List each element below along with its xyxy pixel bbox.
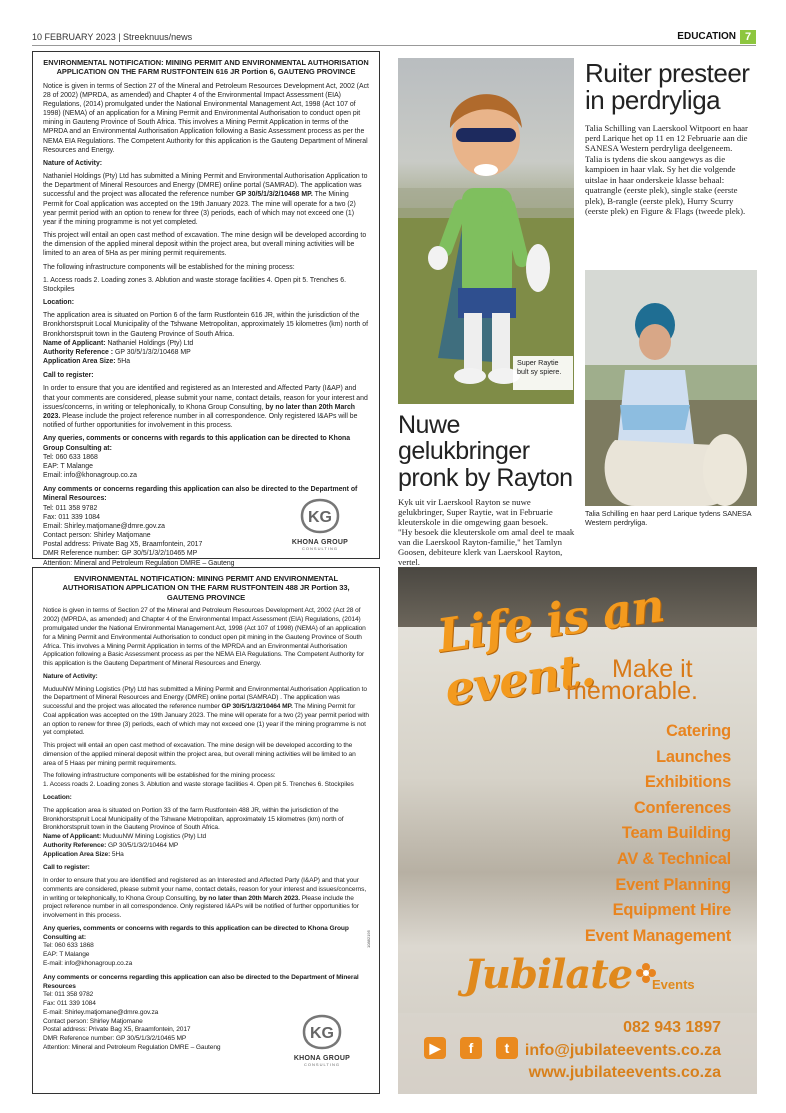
register-heading: Call to register: [43,372,94,380]
contact-line: EAP: T Malange [43,462,93,470]
contact-line: Postal address: Private Bag X5, Braamfontein, 2017 [43,541,203,549]
jubilate-events-advert [398,567,757,1094]
ad-make-it: Make it [612,655,693,683]
contact-line: Contact person: Shirley Matjomane [43,532,151,540]
khona-logo-name: KHONA GROUP [293,1055,351,1062]
contact-line: Attention: Mineral and Petroleum Regulation DMRE – Gauteng [43,559,235,567]
infra-intro: The following infrastructure components will be established for the mining process: [43,263,295,271]
svg-text:KG: KG [310,1025,334,1042]
article-headline: Nuwe gelukbringer pronk by Rayton [398,411,573,492]
page-header [32,30,756,46]
area-size-line: Application Area Size: 5Ha [43,358,131,366]
ad-services-list [585,719,731,949]
activity-text: MuduuNW Mining Logistics (Pty) Ltd has submitted a Mining Permit and Environmental Authorisation Application to the Department of Mineral Resources and Energy (DMRE) online portal (SAMRAD) . The application was successful and the project was allocated the reference number GP 30/5/1/3/2/10464 MP. The Mining Permit for Coal application was accepted on the 19th January 2023. The mine will operate for a two (2) year permit period with an option to renew for three (3) periods, each of which may not exceed one (1) year if the mining programme is not yet completed. [43,685,369,737]
activity-text: Nathaniel Holdings (Pty) Ltd has submitted a Mining Permit and Environmental Authorisation Application to the Department of Mineral Resources and Energy (DMRE) online portal (SAMRAD). The application was successful and the project was allocated the reference number GP 30/5/1/3/2/10468 MP. The Mining Permit for Coal application was accepted on the 19th January 2023. The mine will operate for a two (2) year permit period with an option to renew for three (3) periods, each of which may not exceed one (1) year if the mining programme is not yet completed. [43,173,368,226]
register-heading: Call to register: [43,864,90,872]
rider-photo [585,270,757,506]
svg-text:KG: KG [308,509,332,526]
khona-logo-sub: CONSULTING [302,546,338,551]
authority-reference-line: Authority Reference: GP 30/5/1/3/2/10464 MP [43,841,179,849]
project-text: This project will entail an open cast method of excavation. The mine design will be developed according to the dimension of the applied mineral deposit within the project area, but overall mining activities will be limited to an area of 5Ha as per mining permit requirements. [43,232,367,258]
contact-line: Tel: 060 633 1868 [43,453,98,461]
service-item: Event Planning [615,875,731,894]
applicant-line: Name of Applicant: MuduuNW Mining Logistics (Pty) Ltd [43,833,207,841]
contact-line: Tel: 011 358 9782 [43,991,94,999]
khona-group-logo [282,1014,362,1070]
notice-title: ENVIRONMENTAL NOTIFICATION: MINING PERMIT AND ENVIRONMENTAL AUTHORISATION APPLICATION ON THE FARM RUSTFONTEIN 488 JR Portion 33, GAUTENG PROVINCE [62,574,350,602]
queries-heading: Any queries, comments or concerns with regards to this application can be directed to Khona Group Consulting at: [43,924,349,941]
ad-memorable: memorable. [566,677,698,705]
khona-contact-list [43,942,369,968]
contact-line: Tel: 011 358 9782 [43,504,98,512]
ad-website[interactable]: www.jubilateevents.co.za [528,1064,721,1081]
register-text: In order to ensure that you are identified and registered as an Interested and Affected Party (I&AP) and that your comments are considered, please submit your name, contact details, reason for your interest and issues/concerns, in writing or telephonically, to Khona Group Consulting, by no later than 20th March 2023. Please include the project reference number in all correspondence. Only registered I&APs will be notified of further opportunities for involvement in this process. [43,877,367,920]
register-text: In order to ensure that you are identified and registered as an Interested and Affected Party (I&AP) and that your comments are considered, please submit your name, contact details, reason for your interest and issues/concerns, in writing or telephonically, to Khona Group Consulting, by no later than 20th March 2023. Please include the project reference number in all correspondence. Only registered I&APs will be notified of further opportunities for involvement in this process. [43,385,368,430]
contact-line: Fax: 011 339 1084 [43,1000,96,1008]
location-heading: Location: [43,299,75,307]
contact-line: DMR Reference number: GP 30/5/1/3/2/10465 MP [43,550,198,558]
ad-email[interactable]: info@jubilateevents.co.za [524,1042,721,1059]
contact-line: Email: Shirley.matjomane@dmre.gov.za [43,522,166,530]
contact-line: Postal address: Private Bag X5, Braamfontein, 2017 [43,1026,191,1034]
location-heading: Location: [43,794,72,801]
rider-photo-caption: Talia Schilling en haar perd Larique tydens SANESA Western perdryliga. [585,509,752,528]
infra-list: 1. Access roads 2. Loading zones 3. Ablution and waste storage facilities 4. Open pit 5. Trenches 6. Stockpiles [43,781,354,789]
khona-logo-icon [300,1014,344,1050]
article-headline: Ruiter presteer in perdryliga [585,58,750,116]
ad-brand-name: Jubilate [464,951,633,998]
article-ruiter [585,60,757,217]
authority-reference-line: Authority Reference : GP 30/5/1/3/2/10468 MP [43,348,191,356]
service-item: Event Management [584,926,731,945]
ad-reference-code: 10882195 [366,930,371,948]
khona-logo-name: KHONA GROUP [291,539,349,546]
infra-list: 1. Access roads 2. Loading zones 3. Ablution and waste storage facilities 4. Open pit 5. Trenches 6. Stockpiles [43,276,346,293]
article-body: Talia Schilling van Laerskool Witpoort en haar perd Larique het op 11 en 12 Februarie aan die SANESA Western perdryliga deelgeneem. Talia is tydens die skou aangewys as die kampioen in haar vlak. Sy het die volgende uitslae in haar onderskeie klasse behaal: quatrangle (eerste plek), single stake (eerste plek), B-rangle (eerste plek), Hurry Scurry (eerste plek) en Figure & Flags (tweede plek). [585,122,748,217]
service-item: Equipment Hire [612,901,731,920]
khona-logo-sub: CONSULTING [304,1062,340,1067]
service-item: Exhibitions [644,773,731,792]
khona-logo-icon [298,498,342,534]
dmre-heading: Any comments or concerns regarding this application can also be directed to the Department of Mineral Resources: [43,486,358,503]
ad-brand-sub: Events [652,977,695,992]
contact-line: Fax: 011 339 1084 [43,513,100,521]
contact-line: Tel: 060 633 1868 [43,942,94,950]
applicant-line: Name of Applicant: Nathaniel Holdings (Pty) Ltd [43,339,194,347]
khona-contact-list [43,453,369,481]
notice-title: ENVIRONMENTAL NOTIFICATION: MINING PERMIT AND ENVIRONMENTAL AUTHORISATION APPLICATION ON THE FARM RUSTFONTEIN 616 JR Portion 6, GAUTENG PROVINCE [43,58,369,77]
contact-line: Email: info@khonagroup.co.za [43,472,137,480]
service-item: Launches [656,747,731,766]
article-rayton [398,412,576,567]
service-item: Catering [666,722,731,740]
rider-on-horse-image [585,270,757,506]
queries-heading: Any queries, comments or concerns with regards to this application can be directed to Khona Group Consulting at: [43,435,351,452]
issue-date: 10 FEBRUARY 2023 | Streeknuus/news [32,32,193,42]
location-text: The application area is situated on Portion 6 of the farm Rustfontein 616 JR, within the jurisdiction of the Bronkhorstspruit Local Municipality of the Tshwane Metropolitan, approximately 15 kilometres (km) north of Bronkhorstspruit town in the Gauteng Province of South Africa. [43,312,369,338]
ad-tagline: Life is an event. [434,577,667,717]
activity-heading: Nature of Activity: [43,672,98,680]
twitter-icon[interactable]: t [496,1037,518,1059]
mascot-figure-image [398,58,574,404]
activity-heading: Nature of Activity: [43,159,103,167]
infra-intro: The following infrastructure components will be established for the mining process: [43,772,276,780]
dmre-heading: Any comments or concerns regarding this application can also be directed to the Department of Mineral Resources [43,973,359,990]
section-label: EDUCATION [677,31,736,42]
contact-line: Attention: Mineral and Petroleum Regulation DMRE – Gauteng [43,1043,221,1051]
contact-line: E-mail: Shirley.matjomane@dmre.gov.za [43,1008,159,1016]
mascot-photo-caption: Super Raytie bult sy spiere. [513,356,573,390]
project-text: This project will entail an open cast method of excavation. The mine design will be developed according to the dimension of the applied mineral deposit within the project area, but overall mining activities will be limited to an area of 5 Haas per mining permit requirements. [43,742,356,767]
service-item: Team Building [621,824,731,843]
page-number: 7 [740,30,756,44]
contact-line: E-mail: info@khonagroup.co.za [43,960,133,968]
contact-line: EAP: T Malange [43,951,90,959]
facebook-icon[interactable]: f [460,1037,482,1059]
environmental-notice-rustfontein-616 [32,51,380,567]
area-size-line: Application Area Size: 5Ha [43,850,124,858]
ad-phone[interactable]: 082 943 1897 [623,1019,721,1036]
service-item: Conferences [633,798,731,817]
service-item: AV & Technical [616,849,731,868]
contact-line: Contact person: Shirley Matjomane [43,1017,143,1025]
contact-line: DMR Reference number: GP 30/5/1/3/2/10465 MP [43,1035,187,1043]
khona-group-logo [280,498,360,554]
location-text: The application area is situated on Portion 33 of the farm Rustfontein 488 JR, within the jurisdiction of the Bronkhorstspruit Local Municipality of the Tshwane Metropolitan, approximately 15 kilometres (km) north of Bronkhorstspruit town in the Gauteng Province of South Africa. [43,806,344,832]
article-body: Kyk uit vir Laerskool Rayton se nuwe gelukbringer, Super Raytie, wat in Februarie kleuterskole in die omgewing gaan besoek. "Hy besoek die kleuterskole om amal deel te maak van die Laerskool Rayton-familie," het Tamlyn Goosen, debiteure klerk van Laerskool Rayton, vertel. [398,496,575,567]
notice-intro: Notice is given in terms of Section 27 of the Mineral and Petroleum Resources Development Act, 2002 (Act 28 of 2002) (MPRDA, as amended) and Chapter 4 of the Environmental Impact Assessment (EIA) Regulations, (2014) promulgated under the National Environmental Management Act, 1998 (Act 107 of 1998) (NEMA) of an application for a Mining Permit and Environmental Authorisation to conduct open pit mining in the Gauteng Province of South Africa. This involves a Mining Permit Application in terms of the MPRDA and an Environmental Authorisation Application following a Basic Assessment process as per the NEMA EIA Regulations. The Competent Authority for this application is the Gauteng Department of Mineral Resources and Energy. [43,607,366,668]
notice-intro: Notice is given in terms of Section 27 of the Mineral and Petroleum Resources Development Act, 2002 (Act 28 of 2002) (MPRDA, as amended) and Chapter 4 of the Environmental Impact Assessment (EIA) Regulations, (2014) promulgated under the National Environmental Management Act, 1998 (Act 107 of 1998) (NEMA) of an application for a Mining Permit and Environmental Authorisation to conduct open pit mining in Gauteng Province of South Africa. This involves a Mining Permit Application in terms of the MPRDA and an Environmental Authorisation Application following a Basic Assessment process as per the NEMA EIA Regulations. The Competent Authority for this application is the Gauteng Department of Mineral Resources and Energy. [43,82,369,154]
youtube-icon[interactable]: ▶ [424,1037,446,1059]
mascot-photo [398,58,574,404]
